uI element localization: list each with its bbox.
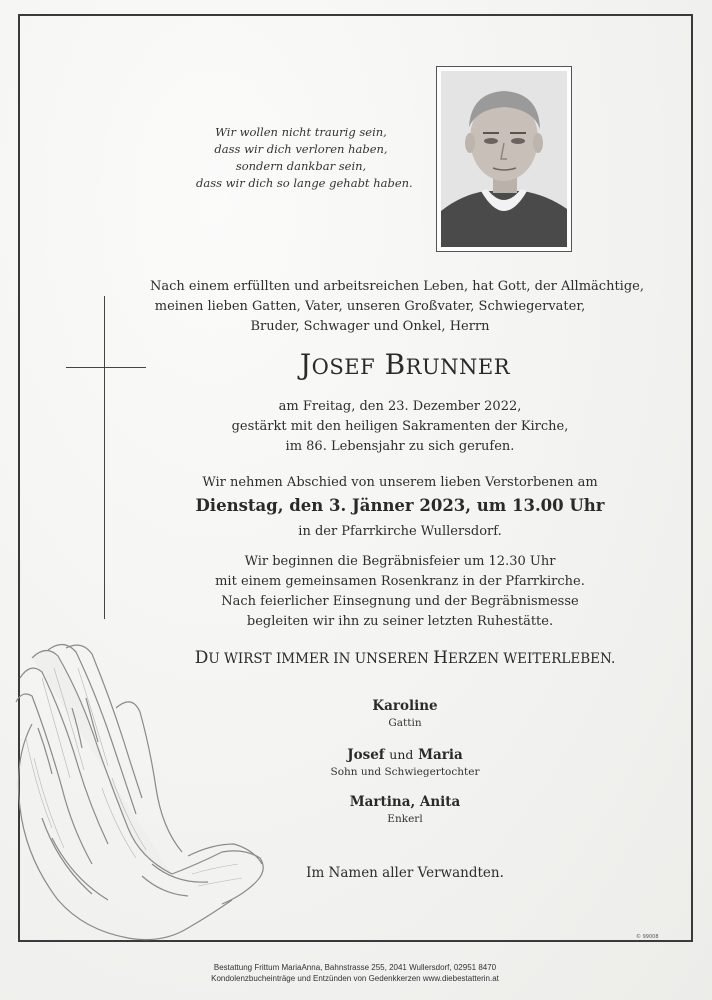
footer-website: Kondolenzbucheinträge und Entzünden von Gedenkkerzen www.diebestatterin.at — [211, 974, 499, 983]
mourner-relation: Gattin — [388, 717, 422, 729]
intro-line: meinen lieben Gatten, Vater, unseren Großvater, Schwiegervater, — [154, 299, 586, 314]
mourner-entry — [260, 697, 550, 731]
mourner-relation: Enkerl — [387, 813, 423, 825]
footer-address: Bestattung Frittum MariaAnna, Bahnstrasse 255, 2041 Wullersdorf, 02951 8470 — [213, 963, 497, 972]
name-rest: RUNNER — [405, 355, 511, 379]
death-line: gestärkt mit den heiligen Sakramenten der Kirche, — [231, 419, 569, 434]
mourner-entry — [260, 745, 550, 780]
ceremony-line: begleiten wir ihn zu seiner letzten Ruhestätte. — [246, 614, 554, 629]
announcement-intro — [150, 277, 644, 337]
mourner-relation: Sohn und Schwiegertochter — [330, 766, 480, 778]
ceremony-line: Nach feierlicher Einsegnung und der Begräbnismesse — [221, 594, 579, 609]
poem-line: dass wir dich verloren haben, — [214, 142, 388, 156]
mourner-conjunction: und — [389, 747, 414, 762]
motto-initial: H — [433, 648, 448, 668]
motto-initial: D — [194, 648, 209, 668]
motto-text: ERZEN WEITERLEBEN. — [447, 651, 616, 667]
funeral-home-footer — [100, 962, 610, 984]
name-rest: OSEF — [311, 355, 376, 379]
cross-vertical-bar — [104, 296, 105, 619]
name-initial: J — [299, 348, 312, 381]
intro-line: Bruder, Schwager und Onkel, Herrn — [250, 319, 490, 334]
poem — [196, 124, 413, 192]
mourner-entry — [260, 793, 550, 827]
mourner-name-second: Maria — [418, 747, 463, 763]
motto-text: U WIRST IMMER IN UNSEREN — [208, 651, 434, 667]
name-initial: B — [384, 348, 406, 381]
death-details — [160, 397, 640, 457]
farewell-intro: Wir nehmen Abschied von unserem lieben Verstorbenen am — [202, 475, 598, 490]
poem-line: Wir wollen nicht traurig sein, — [215, 125, 387, 139]
ceremony-details — [160, 552, 640, 632]
ceremony-line: mit einem gemeinsamen Rosenkranz in der Pfarrkirche. — [215, 574, 585, 589]
mourner-name-first: Josef — [347, 747, 385, 763]
closing-line: Im Namen aller Verwandten. — [306, 865, 504, 881]
intro-line: Nach einem erfüllten und arbeitsreichen Leben, hat Gott, der Allmächtige, — [150, 279, 644, 294]
cross-horizontal-bar — [66, 367, 146, 368]
mourner-name: Martina, Anita — [349, 794, 461, 810]
printer-imprint: © 99008 — [636, 934, 659, 940]
funeral-date: Dienstag, den 3. Jänner 2023, um 13.00 Uhr — [195, 496, 605, 515]
praying-hands-illustration — [12, 638, 274, 946]
portrait-illustration — [441, 71, 567, 247]
mourner-name — [260, 745, 550, 765]
poem-line: dass wir dich so lange gehabt haben. — [196, 176, 413, 190]
poem-line: sondern dankbar sein, — [235, 159, 367, 173]
mourner-name: Karoline — [372, 698, 438, 714]
death-line: im 86. Lebensjahr zu sich gerufen. — [285, 439, 515, 454]
portrait-frame — [436, 66, 572, 252]
ceremony-line: Wir beginnen die Begräbnisfeier um 12.30 Uhr — [244, 554, 556, 569]
portrait-photo — [441, 71, 567, 247]
funeral-location: in der Pfarrkirche Wullersdorf. — [298, 524, 502, 539]
deceased-name — [205, 348, 605, 381]
death-line: am Freitag, den 23. Dezember 2022, — [278, 399, 522, 414]
